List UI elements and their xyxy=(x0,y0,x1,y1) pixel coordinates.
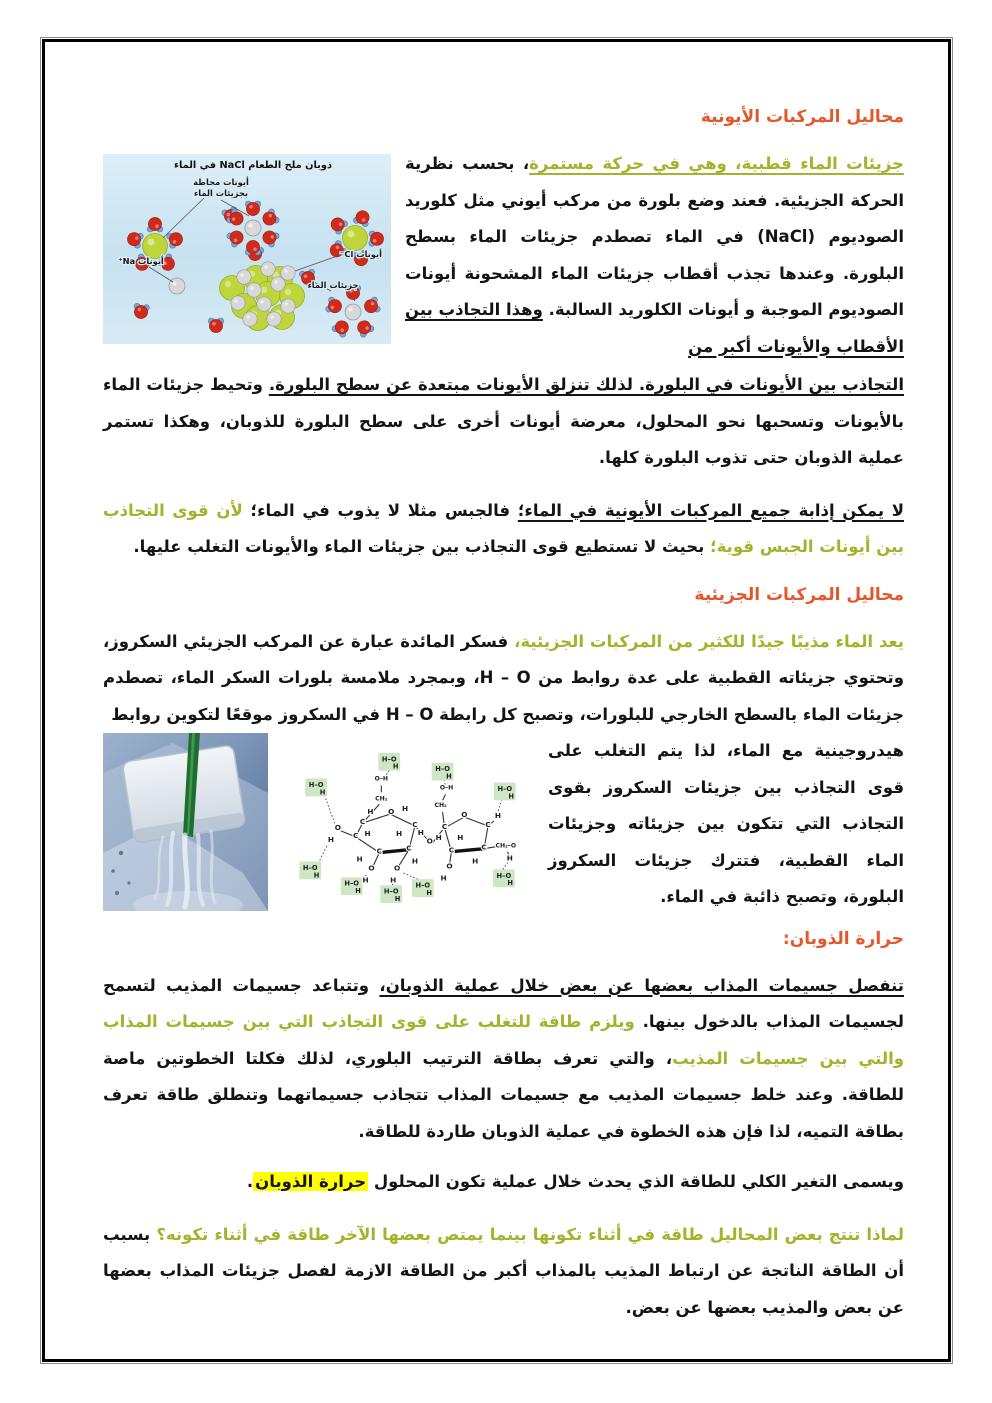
atom-label: C xyxy=(352,830,359,840)
svg-text:H–O: H–O xyxy=(308,780,324,789)
svg-text:H–O: H–O xyxy=(435,765,450,774)
svg-text:H: H xyxy=(394,895,401,904)
atom-label: O xyxy=(368,863,375,873)
atom-label: H xyxy=(506,853,513,863)
paragraph-heat-1 xyxy=(103,968,904,1151)
atom-label: C xyxy=(376,846,383,856)
atom-label: H xyxy=(396,828,403,838)
text-run-green: ويلزم طاقة للتغلب على قوى التجاذب التي بين جسيمات المذاب والتي بين جسيمات المذيب xyxy=(103,1012,904,1068)
figure-label: أيونات Cl⁻ xyxy=(340,249,382,259)
paragraph-ionic-a xyxy=(405,146,904,365)
highlighted-water-molecule xyxy=(378,753,400,771)
atom-label: H xyxy=(367,807,374,817)
svg-text:H–O: H–O xyxy=(497,784,513,793)
highlighted-water-molecule xyxy=(305,779,327,797)
svg-text:H: H xyxy=(313,871,320,880)
highlighted-water-molecule xyxy=(493,869,515,887)
atom-label: H xyxy=(472,856,479,866)
ionic-section-row xyxy=(103,146,904,365)
atom-label: C xyxy=(485,819,491,829)
atom-label: O xyxy=(426,836,433,846)
svg-text:H–O: H–O xyxy=(302,863,318,872)
atom-label: O–H xyxy=(374,775,389,783)
atom-label: H xyxy=(401,804,409,814)
atom-label: C xyxy=(412,819,418,829)
text-run: فالجبس مثلا لا يذوب في الماء؛ xyxy=(242,500,518,520)
sodium-ion-icon xyxy=(345,304,361,320)
svg-text:H: H xyxy=(507,879,514,888)
text-run: ، بحسب نظرية الحركة الجزيئية. فعند وضع بلورة من مركب أيوني مثل كلوريد الصوديوم (NaCl) في الماء تصطدم جزيئات الماء بسطح البلورة. وعندها تجذب أقطاب جزيئات الماء المشحونة أيونات الصوديوم الموجبة و أيونات الكلوريد السالبة. xyxy=(405,154,905,319)
atom-label: H xyxy=(435,832,442,842)
sodium-ion-icon xyxy=(169,278,185,294)
atom-label: C xyxy=(481,842,487,852)
page-border-frame xyxy=(42,39,951,1362)
highlighted-water-molecule xyxy=(299,862,321,880)
paragraph-molecular-b: هيدروجينية مع الماء، لذا يتم التغلب على قوى التجاذب بين جزيئات السكروز بقوى التجاذب التي تتكون بين جزيئاته وجزيئات الماء القطبية، فتترك جزيئات السكروز البلورة، وتصبح ذائبة في الماء. xyxy=(548,741,904,906)
svg-text:H–O: H–O xyxy=(381,755,397,764)
svg-text:H: H xyxy=(319,788,326,797)
atom-label: H xyxy=(440,873,447,883)
text-run-green: لأن قوى التجاذب بين أيونات الجبس قوية؛ xyxy=(103,500,904,556)
atom-label: O xyxy=(388,807,395,817)
highlighted-water-molecule xyxy=(341,877,363,895)
text-run: وتحيط جزيئات الماء بالأيونات وتسحبها نحو المحلول، معرضة أيونات أخرى على سطح البلورة للذوبان، وهكذا تستمر عملية الذوبان حتى تذوب البلورة كلها. xyxy=(103,375,904,467)
svg-text:H: H xyxy=(446,772,452,781)
atom-label: H xyxy=(411,856,418,866)
atom-label: C xyxy=(448,845,455,855)
atom-label: H xyxy=(327,834,335,844)
text-run: . xyxy=(246,1172,254,1191)
highlighted-water-molecule xyxy=(380,885,402,903)
atom-label: C xyxy=(406,843,412,853)
svg-text:H–O: H–O xyxy=(344,879,360,888)
figure-label: بجزيئات الماء xyxy=(194,188,248,198)
paragraph-heat-2 xyxy=(103,1164,904,1201)
svg-text:H: H xyxy=(426,889,433,898)
text-run: وتتباعد جسيمات المذيب لتسمح لجسيمات المذاب بالدخول بينها. xyxy=(103,975,904,1031)
text-run-green-question: لماذا تنتج بعض المحاليل طاقة في أثناء تكونها بينما يمتص بعضها الآخر طاقة في أثناء تكونه؟ xyxy=(156,1224,905,1244)
atom-label: CH₂ xyxy=(434,802,447,810)
molecular-section-row xyxy=(103,733,904,916)
highlighted-term: حرارة الذوبان xyxy=(255,1172,367,1191)
atom-label: CH₂–O xyxy=(495,842,517,850)
paragraph-ionic-2 xyxy=(103,493,904,566)
sugar-cube-dissolving-photo xyxy=(103,733,268,911)
text-run: فسكر المائدة عبارة عن المركب الجزيئي السكروز، وتحتوي جزيئاته القطبية على عدة روابط من H – O، وبمجرد ملامسة بلورات السكر الماء، تصطدم جزيئات الماء بالسطح الخارجي للبلورات، وتصبح كل رابطة H – O في السكروز موقعًا لتكوين روابط xyxy=(103,631,904,724)
svg-text:H–O: H–O xyxy=(415,881,431,890)
sucrose-structure-figure xyxy=(294,741,522,904)
text-run-underline: تنفصل جسيمات المذاب بعضها عن بعض خلال عملية الذوبان، xyxy=(379,975,904,995)
atom-label: H xyxy=(494,811,501,821)
heading-molecular-solutions: محاليل المركبات الجزيئية xyxy=(694,584,904,605)
atom-label: O xyxy=(334,822,341,832)
highlighted-water-molecule xyxy=(432,763,454,781)
text-run-underline: وهذا التجاذب بين الأقطاب والأيونات أكبر من xyxy=(404,300,904,356)
figure-label: أيونات Na⁺ xyxy=(118,256,164,266)
atom-label: H xyxy=(417,827,424,837)
text-run-underline: التجاذب بين الأيونات في البلورة. لذلك تنزلق الأيونات مبتعدة عن سطح البلورة. xyxy=(268,375,904,394)
text-run: ، والتي تعرف بطاقة الترتيب البلوري، لذلك فكلتا الخطوتين ماصة للطاقة. وعند خلط جسيمات المذيب مع جسيمات المذاب تتجاذب جسيماتهما وتنطلق طاقة تعرف بطاقة التميه، لذا فإن هذه الخطوة في عملية الذوبان طاردة للطاقة. xyxy=(103,1048,904,1141)
atom-label: H xyxy=(457,832,464,842)
figure-caption: ذوبان ملح الطعام NaCl في الماء xyxy=(174,160,332,171)
svg-text:H–O: H–O xyxy=(496,871,512,880)
figure-label: جزيئات الماء xyxy=(307,280,359,290)
atom-label: H xyxy=(362,875,369,885)
atom-label: H xyxy=(364,828,371,838)
svg-text:H: H xyxy=(508,792,515,801)
text-run-green-underline: جزيئات الماء قطبية، وهي في حركة مستمرة xyxy=(529,154,904,173)
heading-ionic-solutions: محاليل المركبات الأيونية xyxy=(700,107,904,127)
text-run: ويسمى التغير الكلي للطاقة الذي يحدث خلال عملية تكون المحلول xyxy=(368,1172,904,1191)
svg-text:H–O: H–O xyxy=(383,887,399,896)
text-run-green: يعد الماء مذيبًا جيدًا للكثير من المركبات الجزيئية، xyxy=(514,631,904,651)
atom-label: C xyxy=(359,816,366,826)
heading-heat-of-solution: حرارة الذوبان: xyxy=(782,928,904,949)
paragraph-heat-3 xyxy=(103,1217,904,1327)
svg-text:H: H xyxy=(392,762,399,771)
figure-label: أيونات محاطة xyxy=(193,177,249,187)
atom-label: O–H xyxy=(439,784,454,792)
chloride-ion-icon xyxy=(343,226,368,251)
sodium-ion-icon xyxy=(245,220,261,236)
atom-label: O xyxy=(461,810,468,820)
nacl-dissolution-figure xyxy=(103,154,391,344)
highlighted-water-molecule xyxy=(412,879,434,897)
paragraph-ionic-b xyxy=(103,367,904,477)
svg-text:H: H xyxy=(355,887,361,896)
atom-label: H xyxy=(390,875,397,885)
atom-label: CH₂ xyxy=(375,795,388,803)
atom-label: O xyxy=(394,863,401,873)
text-run: بسبب أن الطاقة الناتجة عن ارتباط المذيب بالمذاب أكبر من الطاقة الازمة لفصل جزيئات المذاب بعضها عن بعض والمذيب بعضها عن بعض. xyxy=(103,1224,904,1317)
atom-label: H xyxy=(356,854,363,864)
highlighted-water-molecule xyxy=(494,782,516,800)
text-run: بحيث لا تستطيع قوى التجاذب بين جزيئات الماء والأيونات التغلب عليها. xyxy=(133,537,711,556)
page-content xyxy=(45,42,948,1356)
text-run-underline: لا يمكن إذابة جميع المركبات الأيونية في الماء؛ xyxy=(517,500,905,520)
atom-label: C xyxy=(441,821,448,831)
atom-label: O xyxy=(446,861,453,871)
paragraph-molecular-a xyxy=(103,624,904,734)
